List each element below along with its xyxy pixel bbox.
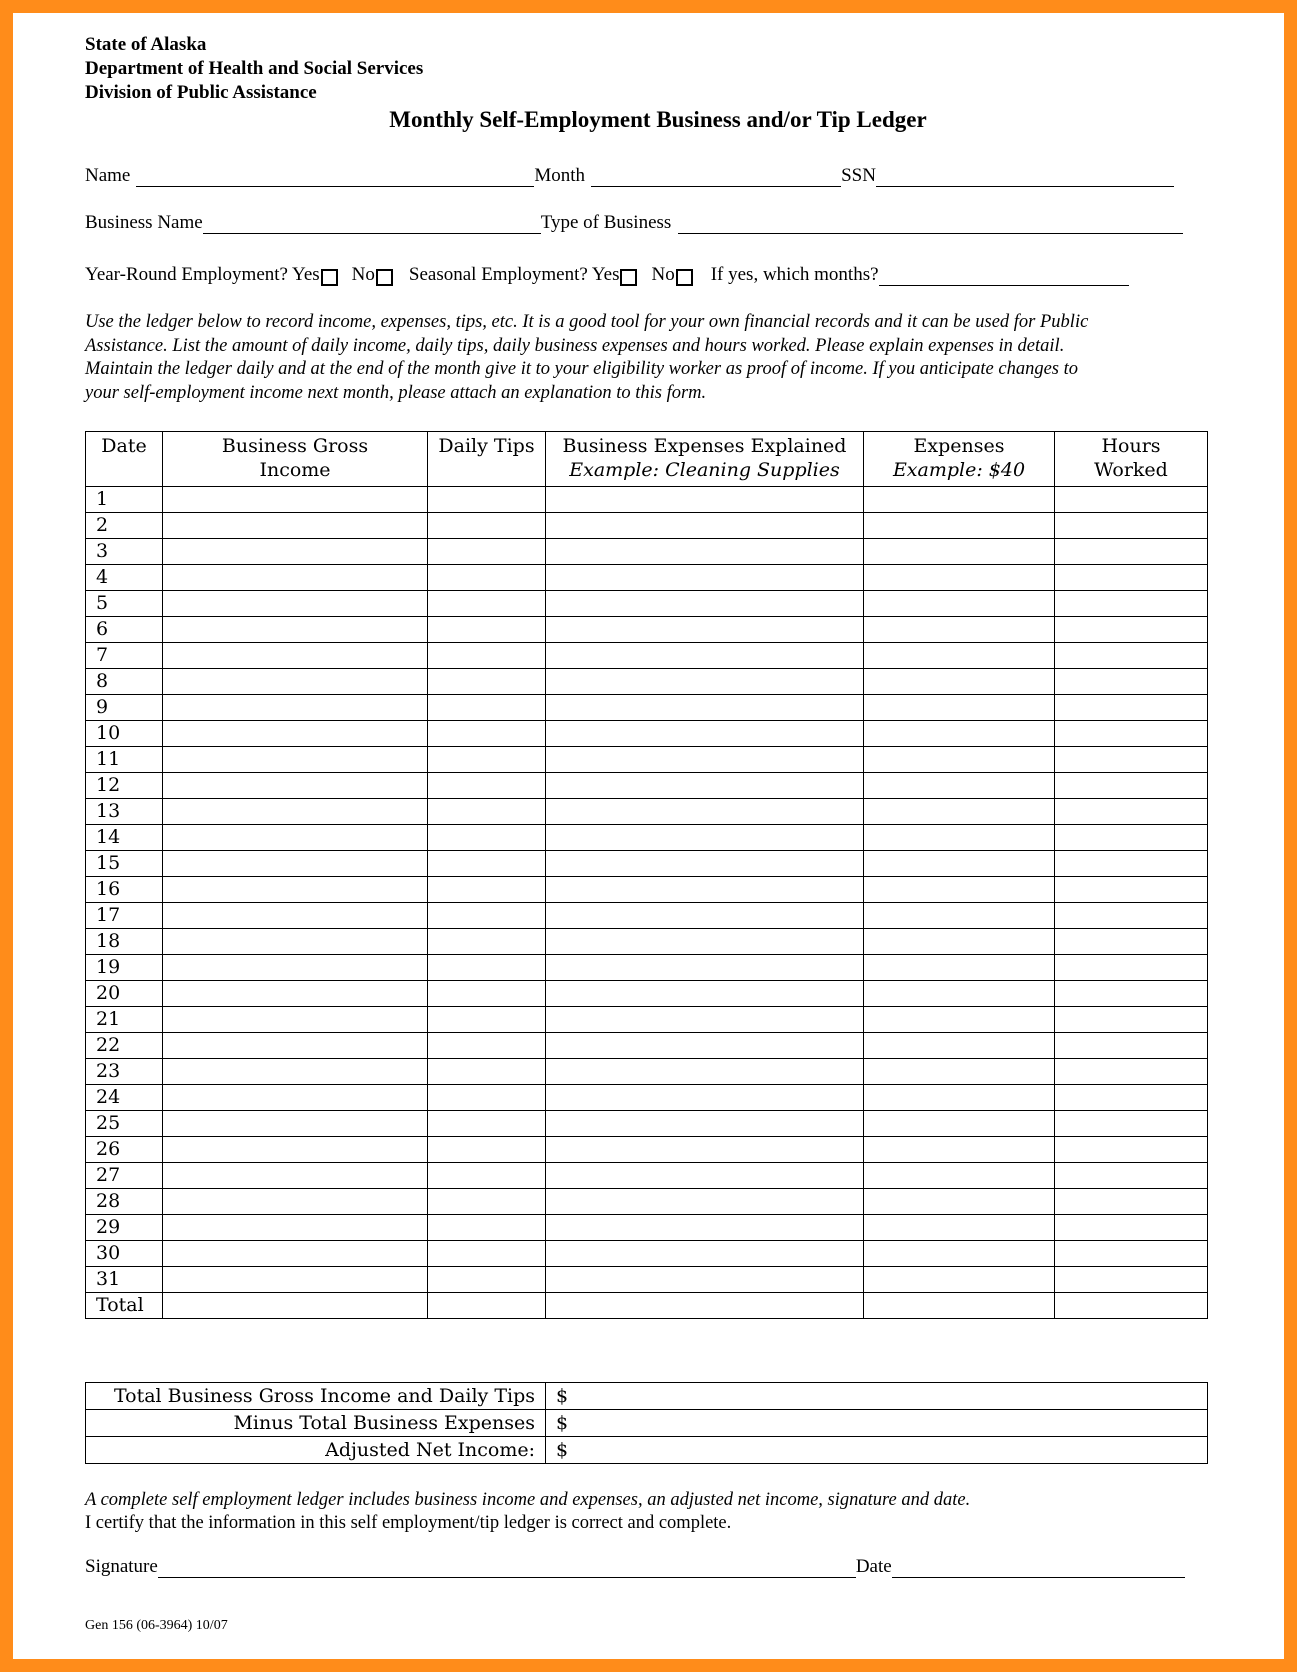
expense-cell[interactable] — [864, 643, 1055, 669]
agency-division: Division of Public Assistance — [85, 82, 317, 103]
expense-cell[interactable] — [864, 747, 1055, 773]
daily-tips-cell[interactable] — [428, 565, 546, 591]
day-number: 10 — [86, 721, 163, 747]
net-value-field[interactable]: $ — [546, 1437, 1208, 1464]
ledger-day-row — [86, 1189, 1208, 1215]
agency-header — [85, 33, 423, 105]
business-name-field[interactable] — [203, 213, 541, 234]
hours-cell[interactable] — [1055, 877, 1208, 903]
ledger-day-row — [86, 799, 1208, 825]
day-number: 18 — [86, 929, 163, 955]
name-label: Name — [85, 165, 131, 186]
gross-income-cell[interactable] — [163, 643, 428, 669]
expense-cell[interactable] — [864, 1163, 1055, 1189]
hours-cell[interactable] — [1055, 747, 1208, 773]
expense-explained-cell[interactable] — [546, 955, 864, 981]
day-number: 19 — [86, 955, 163, 981]
year-round-no-checkbox[interactable] — [376, 269, 393, 286]
gross-income-cell[interactable] — [163, 747, 428, 773]
hours-cell[interactable] — [1055, 565, 1208, 591]
hours-cell[interactable] — [1055, 1085, 1208, 1111]
gross-income-cell[interactable] — [163, 1293, 428, 1319]
expense-cell[interactable] — [864, 773, 1055, 799]
signature-row — [85, 1556, 1185, 1578]
seasonal-yes-checkbox[interactable] — [620, 269, 637, 286]
header-date: Date — [86, 432, 163, 487]
daily-tips-cell[interactable] — [428, 513, 546, 539]
expense-explained-cell[interactable] — [546, 1085, 864, 1111]
day-number: 12 — [86, 773, 163, 799]
hours-cell[interactable] — [1055, 1059, 1208, 1085]
seasonal-no-label: No — [651, 264, 675, 285]
expense-cell[interactable] — [864, 695, 1055, 721]
ledger-day-row — [86, 903, 1208, 929]
name-field[interactable] — [136, 166, 534, 187]
daily-tips-cell[interactable] — [428, 1059, 546, 1085]
ledger-day-row — [86, 1007, 1208, 1033]
ledger-day-row — [86, 591, 1208, 617]
day-number: 8 — [86, 669, 163, 695]
summary-gross-row — [86, 1383, 1208, 1410]
year-round-label: Year-Round Employment? Yes — [85, 264, 320, 285]
hours-cell[interactable] — [1055, 1007, 1208, 1033]
expense-cell[interactable] — [864, 617, 1055, 643]
day-number: 23 — [86, 1059, 163, 1085]
gross-income-cell[interactable] — [163, 1059, 428, 1085]
expense-explained-cell[interactable] — [546, 669, 864, 695]
page-title: Monthly Self-Employment Business and/or Tip Ledger — [389, 107, 927, 132]
day-number: 13 — [86, 799, 163, 825]
ledger-day-row — [86, 1111, 1208, 1137]
expense-explained-cell[interactable] — [546, 929, 864, 955]
header-gross-income: Business Gross Income — [163, 432, 428, 487]
expense-cell[interactable] — [864, 1111, 1055, 1137]
daily-tips-cell[interactable] — [428, 487, 546, 513]
day-number: 28 — [86, 1189, 163, 1215]
gross-income-cell[interactable] — [163, 695, 428, 721]
expense-explained-cell[interactable] — [546, 1007, 864, 1033]
expense-explained-cell[interactable] — [546, 1163, 864, 1189]
gross-income-cell[interactable] — [163, 1163, 428, 1189]
hours-cell[interactable] — [1055, 1189, 1208, 1215]
day-number: 24 — [86, 1085, 163, 1111]
hours-cell[interactable] — [1055, 825, 1208, 851]
day-number: 17 — [86, 903, 163, 929]
expense-explained-cell[interactable] — [546, 773, 864, 799]
gross-income-cell[interactable] — [163, 669, 428, 695]
date-field[interactable] — [892, 1557, 1185, 1578]
day-number: 30 — [86, 1241, 163, 1267]
gross-income-cell[interactable] — [163, 1137, 428, 1163]
gross-income-cell[interactable] — [163, 877, 428, 903]
ledger-day-row — [86, 929, 1208, 955]
hours-cell[interactable] — [1055, 1033, 1208, 1059]
expense-explained-cell[interactable] — [546, 565, 864, 591]
expense-explained-cell[interactable] — [546, 591, 864, 617]
expense-explained-cell[interactable] — [546, 877, 864, 903]
ledger-day-row — [86, 513, 1208, 539]
business-type-label: Type of Business — [540, 212, 672, 233]
day-number: 27 — [86, 1163, 163, 1189]
expense-cell[interactable] — [864, 539, 1055, 565]
business-name-label: Business Name — [85, 212, 203, 233]
month-label: Month — [534, 165, 586, 186]
hours-cell[interactable] — [1055, 1293, 1208, 1319]
summary-minus-row — [86, 1410, 1208, 1437]
expense-explained-cell[interactable] — [546, 1189, 864, 1215]
ssn-field[interactable] — [876, 166, 1174, 187]
hours-cell[interactable] — [1055, 851, 1208, 877]
expense-explained-cell[interactable] — [546, 643, 864, 669]
expense-explained-cell[interactable] — [546, 1215, 864, 1241]
day-number: 2 — [86, 513, 163, 539]
ledger-day-row — [86, 825, 1208, 851]
ledger-day-row — [86, 1137, 1208, 1163]
expense-explained-cell[interactable] — [546, 851, 864, 877]
which-months-label: If yes, which months? — [710, 264, 879, 285]
gross-income-cell[interactable] — [163, 903, 428, 929]
expense-cell[interactable] — [864, 721, 1055, 747]
expense-cell[interactable] — [864, 1033, 1055, 1059]
year-round-no-label: No — [351, 264, 375, 285]
expense-cell[interactable] — [864, 799, 1055, 825]
daily-tips-cell[interactable] — [428, 929, 546, 955]
instructions — [85, 311, 1235, 405]
gross-income-cell[interactable] — [163, 773, 428, 799]
expense-cell[interactable] — [864, 1293, 1055, 1319]
which-months-field[interactable] — [879, 265, 1129, 286]
day-number: 9 — [86, 695, 163, 721]
summary-table — [85, 1382, 1208, 1464]
daily-tips-cell[interactable] — [428, 955, 546, 981]
gross-income-cell[interactable] — [163, 955, 428, 981]
expense-cell[interactable] — [864, 1059, 1055, 1085]
ledger-day-row — [86, 643, 1208, 669]
expense-cell[interactable] — [864, 1241, 1055, 1267]
header-expenses: Expenses Example: $40 — [864, 432, 1055, 487]
ledger-day-row — [86, 773, 1208, 799]
header-hours-worked: Hours Worked — [1055, 432, 1208, 487]
daily-tips-cell[interactable] — [428, 747, 546, 773]
daily-tips-cell[interactable] — [428, 1293, 546, 1319]
expense-cell[interactable] — [864, 1137, 1055, 1163]
ledger-day-row — [86, 617, 1208, 643]
instruction-line: Maintain the ledger daily and at the end of the month give it to your eligibility worker as proof of income. If you anticipate changes to — [85, 359, 1079, 379]
agency-state: State of Alaska — [85, 34, 207, 55]
gross-income-cell[interactable] — [163, 1267, 428, 1293]
instruction-line: Assistance. List the amount of daily income, daily tips, daily business expenses and hours worked. Please explain expenses in detail. — [85, 335, 1065, 356]
net-label: Adjusted Net Income: — [86, 1437, 546, 1464]
hours-cell[interactable] — [1055, 981, 1208, 1007]
day-number: 3 — [86, 539, 163, 565]
hours-cell[interactable] — [1055, 1267, 1208, 1293]
daily-tips-cell[interactable] — [428, 591, 546, 617]
daily-tips-cell[interactable] — [428, 695, 546, 721]
gross-income-cell[interactable] — [163, 591, 428, 617]
expense-explained-cell[interactable] — [546, 721, 864, 747]
gross-income-cell[interactable] — [163, 721, 428, 747]
ledger-day-row — [86, 747, 1208, 773]
day-number: 4 — [86, 565, 163, 591]
certification-text: I certify that the information in this self employment/tip ledger is correct and complete. — [85, 1513, 732, 1533]
gross-label: Total Business Gross Income and Daily Tips — [86, 1383, 546, 1410]
daily-tips-cell[interactable] — [428, 617, 546, 643]
expense-cell[interactable] — [864, 955, 1055, 981]
hours-cell[interactable] — [1055, 929, 1208, 955]
hours-cell[interactable] — [1055, 1163, 1208, 1189]
hours-cell[interactable] — [1055, 1137, 1208, 1163]
expense-explained-cell[interactable] — [546, 1059, 864, 1085]
day-number: 11 — [86, 747, 163, 773]
daily-tips-cell[interactable] — [428, 903, 546, 929]
ledger-day-row — [86, 695, 1208, 721]
ledger-day-row — [86, 1215, 1208, 1241]
employment-row — [85, 264, 1129, 286]
day-number: 21 — [86, 1007, 163, 1033]
ledger-day-row — [86, 487, 1208, 513]
ledger-day-row — [86, 981, 1208, 1007]
hours-cell[interactable] — [1055, 591, 1208, 617]
expense-cell[interactable] — [864, 877, 1055, 903]
hours-cell[interactable] — [1055, 903, 1208, 929]
header-daily-tips: Daily Tips — [428, 432, 546, 487]
hours-cell[interactable] — [1055, 799, 1208, 825]
hours-cell[interactable] — [1055, 1241, 1208, 1267]
hours-cell[interactable] — [1055, 721, 1208, 747]
completion-note: A complete self employment ledger includes business income and expenses, an adjusted net income, signature and date. — [85, 1490, 971, 1510]
seasonal-label: Seasonal Employment? Yes — [408, 264, 620, 285]
expense-cell[interactable] — [864, 1189, 1055, 1215]
day-number: 26 — [86, 1137, 163, 1163]
gross-value-field[interactable]: $ — [546, 1383, 1208, 1410]
signature-label: Signature — [85, 1556, 158, 1577]
daily-tips-cell[interactable] — [428, 773, 546, 799]
expense-explained-cell[interactable] — [546, 1033, 864, 1059]
daily-tips-cell[interactable] — [428, 877, 546, 903]
gross-income-cell[interactable] — [163, 565, 428, 591]
expense-explained-cell[interactable] — [546, 1111, 864, 1137]
gross-income-cell[interactable] — [163, 539, 428, 565]
expense-cell[interactable] — [864, 513, 1055, 539]
day-number: 1 — [86, 487, 163, 513]
expense-cell[interactable] — [864, 1007, 1055, 1033]
expense-cell[interactable] — [864, 669, 1055, 695]
hours-cell[interactable] — [1055, 1111, 1208, 1137]
business-row — [85, 212, 1183, 234]
gross-income-cell[interactable] — [163, 825, 428, 851]
signature-field[interactable] — [158, 1557, 856, 1578]
ledger-table — [85, 431, 1208, 1319]
gross-income-cell[interactable] — [163, 1111, 428, 1137]
ledger-day-row — [86, 721, 1208, 747]
gross-income-cell[interactable] — [163, 929, 428, 955]
month-field[interactable] — [591, 166, 841, 187]
daily-tips-cell[interactable] — [428, 643, 546, 669]
daily-tips-cell[interactable] — [428, 981, 546, 1007]
expense-cell[interactable] — [864, 1267, 1055, 1293]
instruction-line: Use the ledger below to record income, expenses, tips, etc. It is a good tool for your own financial records and it can be used for Public — [85, 312, 1089, 332]
expense-cell[interactable] — [864, 929, 1055, 955]
hours-cell[interactable] — [1055, 1215, 1208, 1241]
instruction-line: your self-employment income next month, please attach an explanation to this form. — [85, 382, 707, 403]
expense-explained-cell[interactable] — [546, 903, 864, 929]
daily-tips-cell[interactable] — [428, 1007, 546, 1033]
expense-cell[interactable] — [864, 1085, 1055, 1111]
expense-cell[interactable] — [864, 487, 1055, 513]
day-number: 25 — [86, 1111, 163, 1137]
daily-tips-cell[interactable] — [428, 1163, 546, 1189]
ledger-day-row — [86, 1085, 1208, 1111]
date-label: Date — [855, 1556, 892, 1577]
day-number: 15 — [86, 851, 163, 877]
hours-cell[interactable] — [1055, 695, 1208, 721]
daily-tips-cell[interactable] — [428, 1085, 546, 1111]
day-number: 31 — [86, 1267, 163, 1293]
expense-explained-cell[interactable] — [546, 513, 864, 539]
identity-row — [85, 165, 1174, 187]
daily-tips-cell[interactable] — [428, 1215, 546, 1241]
expense-explained-cell[interactable] — [546, 487, 864, 513]
expense-cell[interactable] — [864, 981, 1055, 1007]
business-type-field[interactable] — [678, 213, 1183, 234]
expense-explained-cell[interactable] — [546, 1137, 864, 1163]
hours-cell[interactable] — [1055, 643, 1208, 669]
daily-tips-cell[interactable] — [428, 799, 546, 825]
hours-cell[interactable] — [1055, 955, 1208, 981]
daily-tips-cell[interactable] — [428, 1267, 546, 1293]
header-expenses-explained: Business Expenses Explained Example: Cleaning Supplies — [546, 432, 864, 487]
expense-explained-cell[interactable] — [546, 799, 864, 825]
gross-income-cell[interactable] — [163, 1033, 428, 1059]
total-spacer-cell — [546, 1293, 864, 1319]
expense-explained-cell[interactable] — [546, 617, 864, 643]
gross-income-cell[interactable] — [163, 1085, 428, 1111]
ledger-day-row — [86, 539, 1208, 565]
seasonal-no-checkbox[interactable] — [676, 269, 693, 286]
expense-cell[interactable] — [864, 903, 1055, 929]
day-number: 29 — [86, 1215, 163, 1241]
expense-explained-cell[interactable] — [546, 981, 864, 1007]
expense-cell[interactable] — [864, 565, 1055, 591]
ledger-day-row — [86, 1267, 1208, 1293]
expense-cell[interactable] — [864, 591, 1055, 617]
expense-explained-cell[interactable] — [546, 1267, 864, 1293]
daily-tips-cell[interactable] — [428, 825, 546, 851]
hours-cell[interactable] — [1055, 539, 1208, 565]
year-round-yes-checkbox[interactable] — [321, 269, 338, 286]
day-number: 22 — [86, 1033, 163, 1059]
expense-cell[interactable] — [864, 825, 1055, 851]
ledger-day-row — [86, 1059, 1208, 1085]
form-page — [13, 13, 1284, 1659]
gross-income-cell[interactable] — [163, 1241, 428, 1267]
gross-income-cell[interactable] — [163, 1007, 428, 1033]
gross-income-cell[interactable] — [163, 513, 428, 539]
hours-cell[interactable] — [1055, 487, 1208, 513]
ledger-day-row — [86, 669, 1208, 695]
expense-explained-cell[interactable] — [546, 747, 864, 773]
daily-tips-cell[interactable] — [428, 669, 546, 695]
expense-cell[interactable] — [864, 1215, 1055, 1241]
ledger-day-row — [86, 955, 1208, 981]
daily-tips-cell[interactable] — [428, 539, 546, 565]
day-number: 16 — [86, 877, 163, 903]
hours-cell[interactable] — [1055, 513, 1208, 539]
daily-tips-cell[interactable] — [428, 1189, 546, 1215]
day-number: 6 — [86, 617, 163, 643]
gross-income-cell[interactable] — [163, 617, 428, 643]
daily-tips-cell[interactable] — [428, 1137, 546, 1163]
expense-explained-cell[interactable] — [546, 695, 864, 721]
gross-income-cell[interactable] — [163, 1189, 428, 1215]
ledger-day-row — [86, 877, 1208, 903]
day-number: 5 — [86, 591, 163, 617]
gross-income-cell[interactable] — [163, 1215, 428, 1241]
expense-cell[interactable] — [864, 851, 1055, 877]
agency-department: Department of Health and Social Services — [85, 58, 424, 79]
hours-cell[interactable] — [1055, 773, 1208, 799]
ssn-label: SSN — [841, 165, 876, 186]
gross-income-cell[interactable] — [163, 487, 428, 513]
ledger-day-row — [86, 851, 1208, 877]
daily-tips-cell[interactable] — [428, 1033, 546, 1059]
day-number: 14 — [86, 825, 163, 851]
expense-explained-cell[interactable] — [546, 1241, 864, 1267]
summary-net-row — [86, 1437, 1208, 1464]
gross-income-cell[interactable] — [163, 799, 428, 825]
total-label: Total — [86, 1293, 163, 1319]
minus-value-field[interactable]: $ — [546, 1410, 1208, 1437]
ledger-day-row — [86, 565, 1208, 591]
expense-explained-cell[interactable] — [546, 825, 864, 851]
daily-tips-cell[interactable] — [428, 1241, 546, 1267]
gross-income-cell[interactable] — [163, 981, 428, 1007]
daily-tips-cell[interactable] — [428, 721, 546, 747]
ledger-day-row — [86, 1241, 1208, 1267]
minus-label: Minus Total Business Expenses — [86, 1410, 546, 1437]
ledger-day-row — [86, 1163, 1208, 1189]
expense-explained-cell[interactable] — [546, 539, 864, 565]
form-number: Gen 156 (06-3964) 10/07 — [85, 1618, 228, 1633]
gross-income-cell[interactable] — [163, 851, 428, 877]
daily-tips-cell[interactable] — [428, 851, 546, 877]
daily-tips-cell[interactable] — [428, 1111, 546, 1137]
ledger-header-row — [86, 432, 1208, 487]
day-number: 20 — [86, 981, 163, 1007]
day-number: 7 — [86, 643, 163, 669]
total-row — [86, 1293, 1208, 1319]
hours-cell[interactable] — [1055, 669, 1208, 695]
hours-cell[interactable] — [1055, 617, 1208, 643]
ledger-day-row — [86, 1033, 1208, 1059]
